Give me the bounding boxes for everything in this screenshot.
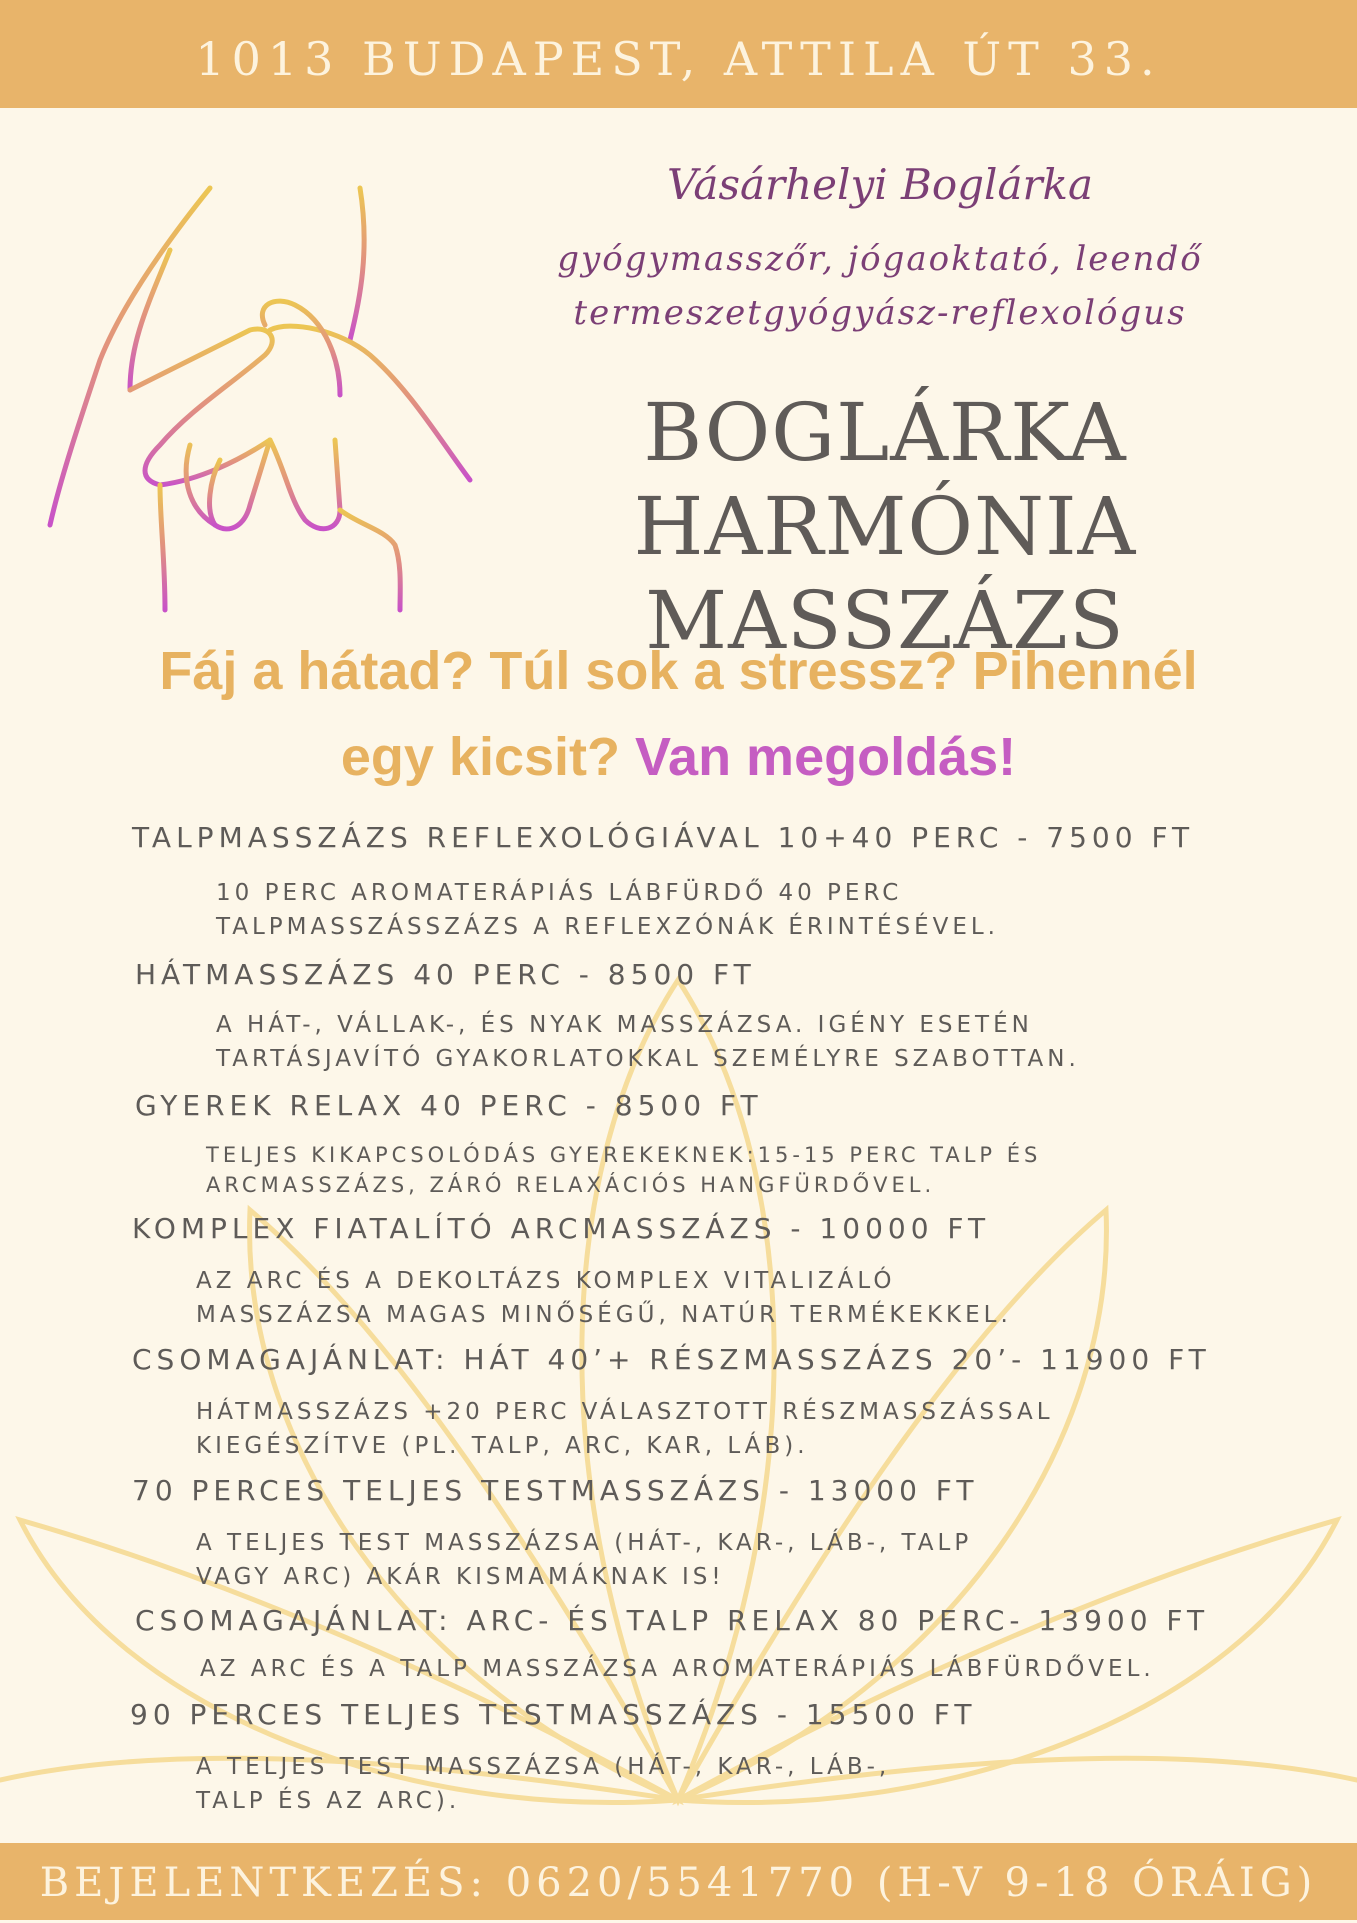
service-title: CSOMAGAJÁNLAT: HÁT 40’+ RÉSZMASSZÁZS 20’- 11900 FT <box>132 1343 1211 1376</box>
service-title: CSOMAGAJÁNLAT: ARC- ÉS TALP RELAX 80 PERC- 13900 FT <box>135 1604 1210 1637</box>
service-desc: MASSZÁZSA MAGAS MINŐSÉGŰ, NATÚR TERMÉKEKKEL. <box>196 1302 1012 1328</box>
service-desc: 10 PERC AROMATERÁPIÁS LÁBFÜRDŐ 40 PERC <box>216 880 903 906</box>
service-desc: KIEGÉSZÍTVE (PL. TALP, ARC, KAR, LÁB). <box>196 1433 809 1459</box>
service-desc: TELJES KIKAPCSOLÓDÁS GYEREKEKNEK:15-15 PERC TALP ÉS <box>206 1143 1042 1167</box>
service-desc: AZ ARC ÉS A TALP MASSZÁZSA AROMATERÁPIÁS LÁBFÜRDŐVEL. <box>200 1656 1155 1682</box>
service-desc: A TELJES TEST MASSZÁZSA (HÁT-, KAR-, LÁB-, TALP <box>196 1530 973 1556</box>
booking-banner <box>0 1843 1357 1920</box>
service-title: GYEREK RELAX 40 PERC - 8500 FT <box>135 1089 763 1122</box>
tagline-question: egy kicsit? <box>340 727 620 787</box>
role-line-1: gyógymasszőr, jógaoktató, leendő <box>557 239 1203 279</box>
service-desc: ARCMASSZÁZS, ZÁRÓ RELAXÁCIÓS HANGFÜRDŐVEL. <box>206 1173 936 1197</box>
service-title: 70 PERCES TELJES TESTMASSZÁZS - 13000 FT <box>132 1474 979 1507</box>
brand-title-line-2: HARMÓNIA MASSZÁZS <box>633 480 1137 667</box>
service-desc: TALPMASSZÁSSZÁZS A REFLEXZÓNÁK ÉRINTÉSÉVEL. <box>216 914 999 940</box>
service-title: 90 PERCES TELJES TESTMASSZÁZS - 15500 FT <box>130 1698 977 1731</box>
address-banner <box>0 0 1357 108</box>
service-title: KOMPLEX FIATALÍTÓ ARCMASSZÁZS - 10000 FT <box>132 1212 991 1245</box>
service-desc: A TELJES TEST MASSZÁZSA (HÁT-, KAR-, LÁB-, <box>196 1754 891 1780</box>
hands-icon <box>40 180 480 620</box>
service-desc: AZ ARC ÉS A DEKOLTÁZS KOMPLEX VITALIZÁLÓ <box>196 1268 896 1294</box>
service-desc: HÁTMASSZÁZS +20 PERC VÁLASZTOTT RÉSZMASSZÁSSAL <box>196 1399 1054 1425</box>
service-desc: TALP ÉS AZ ARC). <box>196 1788 461 1814</box>
masseur-roles <box>490 232 1270 340</box>
service-desc: A HÁT-, VÁLLAK-, ÉS NYAK MASSZÁZSA. IGÉNY ESETÉN <box>216 1012 1033 1038</box>
masseur-name: Vásárhelyi Boglárka <box>666 160 1094 209</box>
brand-title-line-1: BOGLÁRKA <box>643 386 1127 479</box>
tagline-line-2 <box>100 714 1257 800</box>
role-line-2: termeszetgyógyász-reflexológus <box>573 293 1187 333</box>
service-desc: TARTÁSJAVÍTÓ GYAKORLATOKKAL SZEMÉLYRE SZABOTTAN. <box>216 1046 1080 1072</box>
address-text: 1013 BUDAPEST, ATTILA ÚT 33. <box>195 32 1162 86</box>
tagline-accent: Van megoldás! <box>635 727 1017 787</box>
booking-text: BEJELENTKEZÉS: 0620/5541770 (H-V 9-18 ÓRÁIG) <box>39 1860 1318 1906</box>
service-title: HÁTMASSZÁZS 40 PERC - 8500 FT <box>135 958 756 991</box>
tagline-line-1: Fáj a hátad? Túl sok a stressz? Pihennél <box>159 641 1198 701</box>
service-desc: VAGY ARC) AKÁR KISMAMÁKNAK IS! <box>196 1564 725 1590</box>
service-title: TALPMASSZÁZS REFLEXOLÓGIÁVAL 10+40 PERC - 7500 FT <box>132 821 1195 854</box>
